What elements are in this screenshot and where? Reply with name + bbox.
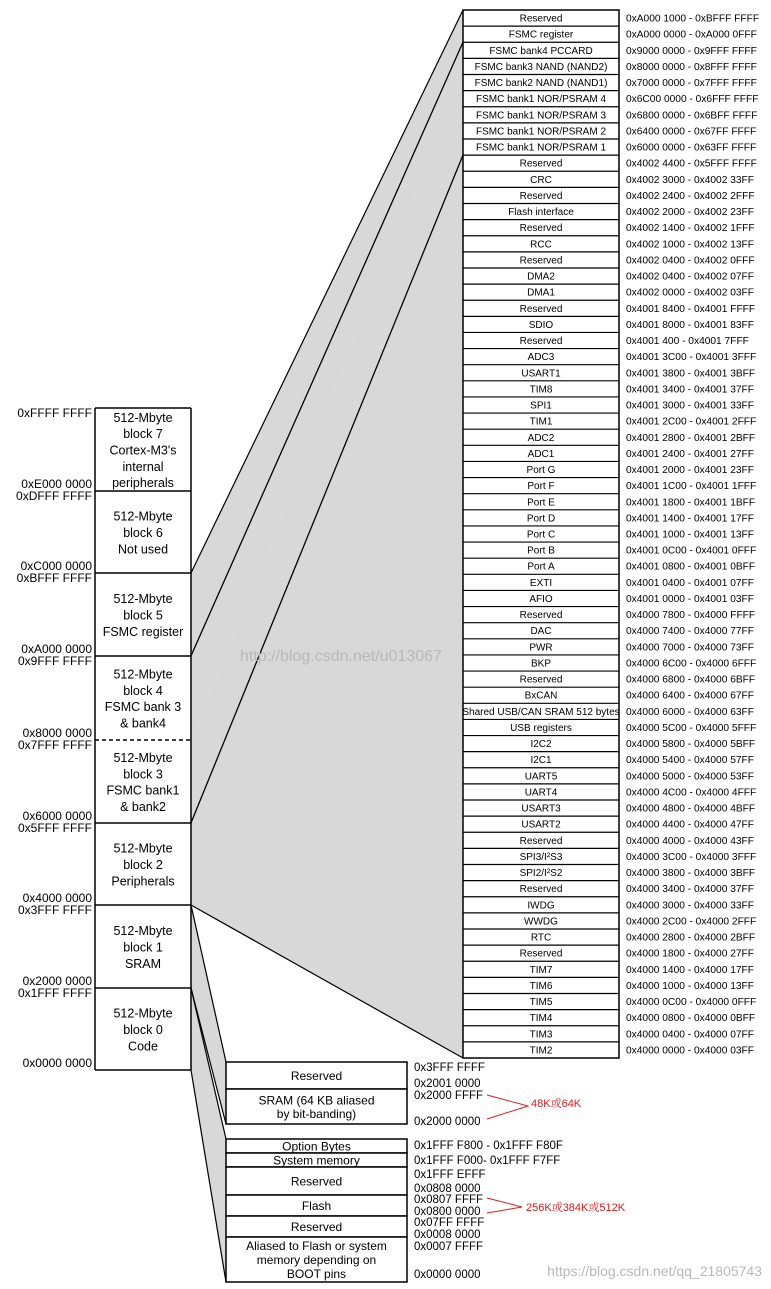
peripheral-address: 0x4000 1000 - 0x4000 13FF — [626, 980, 755, 992]
code-detail — [226, 1139, 626, 1282]
block-label-line: block 6 — [123, 526, 163, 540]
peripheral-address: 0x4002 1000 - 0x4002 13FF — [626, 239, 755, 251]
block-top-address: 0x9FFF FFFF — [18, 654, 92, 668]
block-bottom-address: 0x8000 0000 — [22, 726, 92, 740]
peripheral-address: 0xA000 0000 - 0xA000 0FFF — [626, 29, 757, 41]
block-label-line: 512-Mbyte — [113, 751, 173, 766]
block-label-line: FSMC register — [102, 624, 184, 639]
block-top-address: 0x7FFF FFFF — [18, 738, 92, 752]
peripheral-address: 0x4000 0000 - 0x4000 03FF — [626, 1045, 755, 1057]
peripheral-name: ADC3 — [527, 352, 555, 364]
peripheral-address: 0x4000 6400 - 0x4000 67FF — [626, 690, 755, 702]
peripheral-name: USART1 — [521, 368, 561, 380]
peripheral-address: 0x4000 5800 - 0x4000 5BFF — [626, 739, 756, 751]
sram-address: 0x2000 0000 — [414, 1116, 481, 1128]
peripheral-name: UART5 — [524, 771, 558, 783]
code-row-label: BOOT pins — [286, 1267, 347, 1281]
peripheral-name: FSMC bank1 NOR/PSRAM 2 — [475, 126, 607, 138]
code-row-label: Reserved — [290, 1220, 343, 1234]
block-top-address: 0xFFFF FFFF — [17, 406, 92, 420]
peripheral-address: 0x4000 7400 - 0x4000 77FF — [626, 626, 755, 638]
peripheral-name: SPI1 — [530, 400, 552, 412]
code-row-label: System memory — [273, 1153, 360, 1168]
peripheral-name: Port G — [526, 465, 556, 477]
peripheral-name: FSMC bank1 NOR/PSRAM 4 — [475, 94, 607, 106]
peripheral-address: 0x4000 5400 - 0x4000 57FF — [626, 755, 755, 767]
peripheral-name: Reserved — [519, 610, 563, 622]
block-label-line: 512-Mbyte — [113, 1006, 173, 1021]
peripheral-name: Port A — [527, 561, 555, 573]
block-bottom-address: 0x2000 0000 — [22, 974, 92, 988]
memory-block-column — [16, 406, 191, 1070]
peripheral-address: 0x7000 0000 - 0x7FFF FFFF — [626, 78, 757, 90]
peripheral-name: Port D — [526, 513, 556, 525]
peripheral-row — [520, 14, 759, 25]
peripheral-address: 0x4002 0400 - 0x4002 0FFF — [626, 255, 755, 267]
peripheral-name: TIM5 — [529, 997, 553, 1009]
peripheral-name: RTC — [530, 932, 552, 944]
code-row-label: Reserved — [290, 1174, 343, 1189]
block-label-line: block 0 — [123, 1023, 163, 1037]
block-top-address: 0x5FFF FFFF — [18, 821, 92, 835]
peripheral-name: EXTI — [529, 577, 553, 589]
sram-row — [226, 1062, 407, 1089]
code-row-label: memory depending on — [256, 1253, 377, 1267]
peripheral-address: 0x4001 2C00 - 0x4001 2FFF — [626, 416, 757, 428]
block-bottom-address: 0xE000 0000 — [21, 477, 92, 491]
peripheral-name: TIM8 — [529, 384, 553, 396]
watermark-text: http://blog.csdn.net/u013067 — [240, 648, 442, 665]
code-address: 0x1FFF EFFF — [414, 1169, 486, 1181]
memory-block-4 — [18, 654, 191, 740]
code-address: 0x0000 0000 — [414, 1269, 481, 1281]
peripheral-name: Reserved — [519, 948, 563, 960]
peripheral-name: TIM1 — [529, 416, 553, 428]
peripheral-name: FSMC bank4 PCCARD — [489, 45, 593, 57]
peripheral-address: 0x4001 0C00 - 0x4001 0FFF — [626, 545, 757, 557]
code-address: 0x1FFF F000- 0x1FFF F7FF — [414, 1155, 561, 1167]
peripheral-address: 0x4002 3000 - 0x4002 33FF — [626, 174, 755, 186]
peripheral-name: DAC — [530, 626, 552, 638]
memory-block-5 — [17, 571, 191, 656]
block-bottom-address: 0x6000 0000 — [22, 809, 92, 823]
peripheral-address: 0x4001 2400 - 0x4001 27FF — [626, 448, 755, 460]
code-row — [226, 1167, 407, 1195]
peripheral-address: 0xA000 1000 - 0xBFFF FFFF — [626, 13, 760, 25]
sram-address: 0x2001 0000 — [414, 1078, 481, 1090]
peripheral-address: 0x4000 2C00 - 0x4000 2FFF — [626, 916, 757, 928]
peripheral-name: UART4 — [524, 787, 558, 799]
block-top-address: 0x3FFF FFFF — [18, 903, 92, 917]
peripheral-address: 0x4002 1400 - 0x4002 1FFF — [626, 223, 755, 235]
peripheral-name: SPI2/I²S2 — [519, 868, 563, 880]
block-label-line: block 7 — [123, 427, 163, 442]
block-label-line: block 2 — [123, 858, 163, 872]
peripheral-address: 0x4001 3800 - 0x4001 3BFF — [626, 368, 756, 380]
peripheral-address: 0x4000 4000 - 0x4000 43FF — [626, 835, 755, 847]
peripheral-name: FSMC bank3 NAND (NAND2) — [474, 61, 608, 73]
peripheral-name: Shared USB/CAN SRAM 512 bytes — [462, 706, 620, 718]
block-top-address: 0x1FFF FFFF — [18, 986, 92, 1000]
block-label-line: block 1 — [123, 940, 163, 955]
block-label-line: & bank4 — [120, 716, 166, 731]
peripheral-address: 0x6000 0000 - 0x63FF FFFF — [626, 142, 757, 154]
code-row — [226, 1237, 407, 1282]
peripheral-address: 0x4002 0000 - 0x4002 03FF — [626, 287, 755, 299]
peripheral-address: 0x4002 0400 - 0x4002 07FF — [626, 271, 755, 283]
peripheral-address: 0x4001 2000 - 0x4001 23FF — [626, 465, 755, 477]
code-address: 0x0007 FFFF — [414, 1241, 484, 1253]
peripheral-address: 0x4000 5000 - 0x4000 53FF — [626, 771, 755, 783]
block-label-line: FSMC bank1 — [106, 783, 180, 798]
block-label-line: Cortex-M3's — [109, 443, 177, 458]
peripheral-address: 0x4000 6800 - 0x4000 6BFF — [626, 674, 756, 686]
code-row-label: Aliased to Flash or system — [246, 1239, 387, 1253]
peripheral-name: BxCAN — [524, 690, 558, 702]
peripheral-name: ADC2 — [527, 432, 555, 444]
peripheral-address: 0x4000 7800 - 0x4000 FFFF — [626, 610, 756, 622]
peripheral-name: Reserved — [519, 190, 563, 202]
watermark-text: https://blog.csdn.net/qq_21805743 — [547, 1263, 762, 1279]
peripheral-name: I2C1 — [530, 755, 552, 767]
sram-address: 0x3FFF FFFF — [414, 1062, 485, 1074]
peripheral-address: 0x4002 4400 - 0x5FFF FFFF — [626, 158, 757, 170]
flash-size-note: 256K或384K或512K — [526, 1202, 626, 1214]
peripheral-address: 0x4001 3000 - 0x4001 33FF — [626, 400, 755, 412]
peripheral-address: 0x4001 1800 - 0x4001 1BFF — [626, 497, 756, 509]
peripheral-name: Port C — [526, 529, 556, 541]
peripheral-name: I2C2 — [530, 739, 552, 751]
peripheral-name: RCC — [530, 239, 552, 251]
peripheral-name: Reserved — [519, 255, 563, 267]
peripheral-name: BKP — [530, 658, 552, 670]
sram-row-label: Reserved — [290, 1069, 343, 1083]
peripheral-address: 0x4002 2400 - 0x4002 2FFF — [626, 190, 755, 202]
peripheral-name: Reserved — [519, 158, 563, 170]
peripheral-name: FSMC bank1 NOR/PSRAM 3 — [475, 110, 607, 122]
block-bottom-address: 0x4000 0000 — [22, 891, 92, 905]
sram-detail — [226, 1062, 582, 1128]
code-address: 0x1FFF F800 - 0x1FFF F80F — [414, 1140, 563, 1152]
memory-block-7 — [17, 406, 191, 491]
peripheral-address: 0x6800 0000 - 0x6BFF FFFF — [626, 110, 758, 122]
block-label-line: 512-Mbyte — [113, 592, 173, 607]
block-bottom-address: 0xC000 0000 — [20, 559, 92, 573]
peripheral-name: USB registers — [510, 722, 572, 734]
block-label-line: Not used — [117, 542, 169, 557]
sram-row — [226, 1089, 407, 1124]
peripheral-name: SDIO — [528, 319, 554, 331]
peripheral-address: 0x4000 3400 - 0x4000 37FF — [626, 884, 755, 896]
block-label-line: & bank2 — [120, 799, 166, 814]
peripheral-name: Reserved — [519, 674, 563, 686]
peripheral-name: TIM6 — [529, 980, 553, 992]
peripheral-address: 0x4000 1800 - 0x4000 27FF — [626, 948, 755, 960]
peripheral-address: 0x4001 0400 - 0x4001 07FF — [626, 577, 755, 589]
peripheral-name: Reserved — [519, 303, 563, 315]
block-label-line: block 4 — [123, 683, 163, 698]
block-bottom-address: 0x0000 0000 — [22, 1056, 92, 1070]
peripheral-address: 0x4001 8400 - 0x4001 FFFF — [626, 303, 756, 315]
sram-address: 0x2000 FFFF — [414, 1090, 484, 1102]
peripheral-address: 0x4000 3800 - 0x4000 3BFF — [626, 868, 756, 880]
code-address: 0x0800 0000 — [414, 1206, 481, 1218]
peripheral-name: DMA1 — [527, 287, 555, 299]
block-label-line: 512-Mbyte — [113, 410, 173, 425]
peripheral-name: TIM7 — [529, 964, 553, 976]
peripheral-address: 0x6400 0000 - 0x67FF FFFF — [626, 126, 757, 138]
memory-block-2 — [18, 821, 191, 905]
peripheral-name: WWDG — [524, 916, 558, 928]
code-row-label: Option Bytes — [282, 1139, 351, 1154]
memory-block-1 — [18, 903, 191, 988]
peripheral-address: 0x4001 400 - 0x4001 7FFF — [626, 336, 749, 348]
peripheral-name: Reserved — [519, 223, 563, 235]
peripheral-address: 0x8000 0000 - 0x8FFF FFFF — [626, 61, 757, 73]
peripheral-address: 0x4001 8000 - 0x4001 83FF — [626, 319, 755, 331]
peripheral-name: PWR — [529, 642, 553, 654]
peripheral-name: Reserved — [519, 13, 563, 25]
block-top-address: 0xDFFF FFFF — [16, 489, 92, 503]
peripheral-address: 0x6C00 0000 - 0x6FFF FFFF — [626, 94, 759, 106]
peripheral-name: TIM3 — [529, 1029, 553, 1041]
code-address: 0x0008 0000 — [414, 1229, 481, 1241]
block-label-line: 512-Mbyte — [113, 841, 173, 856]
peripheral-address: 0x4001 3400 - 0x4001 37FF — [626, 384, 755, 396]
peripheral-address: 0x4001 3C00 - 0x4001 3FFF — [626, 352, 757, 364]
block-top-address: 0xBFFF FFFF — [16, 571, 92, 585]
peripheral-name: TIM2 — [529, 1045, 553, 1057]
sram-row-label: SRAM (64 KB aliased — [258, 1093, 375, 1108]
peripheral-name: Reserved — [519, 884, 563, 896]
peripheral-address: 0x4000 4400 - 0x4000 47FF — [626, 819, 755, 831]
peripheral-name: AFIO — [529, 593, 553, 605]
code-address: 0x0808 0000 — [414, 1183, 481, 1195]
peripheral-address: 0x4000 7000 - 0x4000 73FF — [626, 642, 755, 654]
peripheral-name: FSMC bank2 NAND (NAND1) — [474, 78, 608, 90]
peripheral-name: IWDG — [527, 900, 555, 912]
block-label-line: Peripherals — [111, 874, 175, 889]
code-row — [226, 1195, 407, 1216]
peripheral-address: 0x4000 5C00 - 0x4000 5FFF — [626, 722, 757, 734]
peripheral-name: CRC — [530, 174, 552, 186]
peripheral-address: 0x4000 0C00 - 0x4000 0FFF — [626, 997, 757, 1009]
peripheral-name: Flash interface — [508, 207, 574, 219]
peripheral-name: Port B — [527, 545, 555, 557]
peripheral-address: 0x4001 1400 - 0x4001 17FF — [626, 513, 755, 525]
block-label-line: 512-Mbyte — [113, 509, 173, 524]
code-row — [226, 1139, 407, 1154]
peripheral-name: TIM4 — [529, 1013, 553, 1025]
peripheral-name: USART2 — [521, 819, 561, 831]
block-label-line: Code — [128, 1039, 158, 1054]
peripheral-name: FSMC register — [508, 29, 574, 41]
code-row-label: Flash — [301, 1199, 332, 1213]
peripheral-address: 0x4000 4C00 - 0x4000 4FFF — [626, 787, 757, 799]
peripheral-name: Port F — [527, 481, 555, 493]
sram-size-note: 48K或64K — [531, 1098, 582, 1110]
code-address: 0x07FF FFFF — [414, 1217, 485, 1229]
peripheral-address: 0x4000 0400 - 0x4000 07FF — [626, 1029, 755, 1041]
block-label-line: peripherals — [112, 476, 174, 491]
peripheral-name: Reserved — [519, 835, 563, 847]
peripheral-address: 0x9000 0000 - 0x9FFF FFFF — [626, 45, 757, 57]
peripheral-address: 0x4001 1000 - 0x4001 13FF — [626, 529, 755, 541]
peripheral-address: 0x4000 6C00 - 0x4000 6FFF — [626, 658, 757, 670]
memory-block-6 — [16, 489, 191, 573]
code-row — [226, 1216, 407, 1237]
peripheral-address: 0x4000 4800 - 0x4000 4BFF — [626, 803, 756, 815]
block-label-line: 512-Mbyte — [113, 924, 173, 939]
block-label-line: internal — [122, 459, 164, 474]
peripheral-name: FSMC bank1 NOR/PSRAM 1 — [475, 142, 607, 154]
memory-block-3 — [18, 738, 191, 823]
code-row — [226, 1153, 407, 1168]
peripheral-name: Port E — [527, 497, 555, 509]
block-label-line: SRAM — [124, 956, 162, 971]
block-bottom-address: 0xA000 0000 — [21, 642, 92, 656]
peripheral-address: 0x4000 2800 - 0x4000 2BFF — [626, 932, 756, 944]
block-label-line: block 3 — [123, 767, 163, 782]
peripheral-name: USART3 — [521, 803, 561, 815]
peripheral-address: 0x4000 3C00 - 0x4000 3FFF — [626, 851, 757, 863]
peripheral-address: 0x4000 6000 - 0x4000 63FF — [626, 706, 755, 718]
block-label-line: FSMC bank 3 — [104, 700, 182, 715]
peripheral-name: SPI3/I²S3 — [519, 851, 563, 863]
memory-block-0 — [18, 986, 191, 1070]
block-label-line: block 5 — [123, 608, 163, 623]
peripheral-name: ADC1 — [527, 448, 555, 460]
block-label-line: 512-Mbyte — [113, 667, 173, 682]
peripheral-name: DMA2 — [527, 271, 555, 283]
code-address: 0x0807 FFFF — [414, 1194, 484, 1206]
peripheral-address: 0x4001 0000 - 0x4001 03FF — [626, 593, 755, 605]
peripheral-address: 0x4001 0800 - 0x4001 0BFF — [626, 561, 756, 573]
peripheral-address: 0x4002 2000 - 0x4002 23FF — [626, 207, 755, 219]
peripheral-address: 0x4001 1C00 - 0x4001 1FFF — [626, 481, 757, 493]
peripheral-address: 0x4000 3000 - 0x4000 33FF — [626, 900, 755, 912]
peripheral-column — [462, 10, 759, 1058]
peripheral-address: 0x4000 0800 - 0x4000 0BFF — [626, 1013, 756, 1025]
sram-row-label: by bit-banding) — [276, 1106, 357, 1121]
peripheral-address: 0x4000 1400 - 0x4000 17FF — [626, 964, 755, 976]
peripheral-address: 0x4001 2800 - 0x4001 2BFF — [626, 432, 756, 444]
peripheral-name: Reserved — [519, 336, 563, 348]
